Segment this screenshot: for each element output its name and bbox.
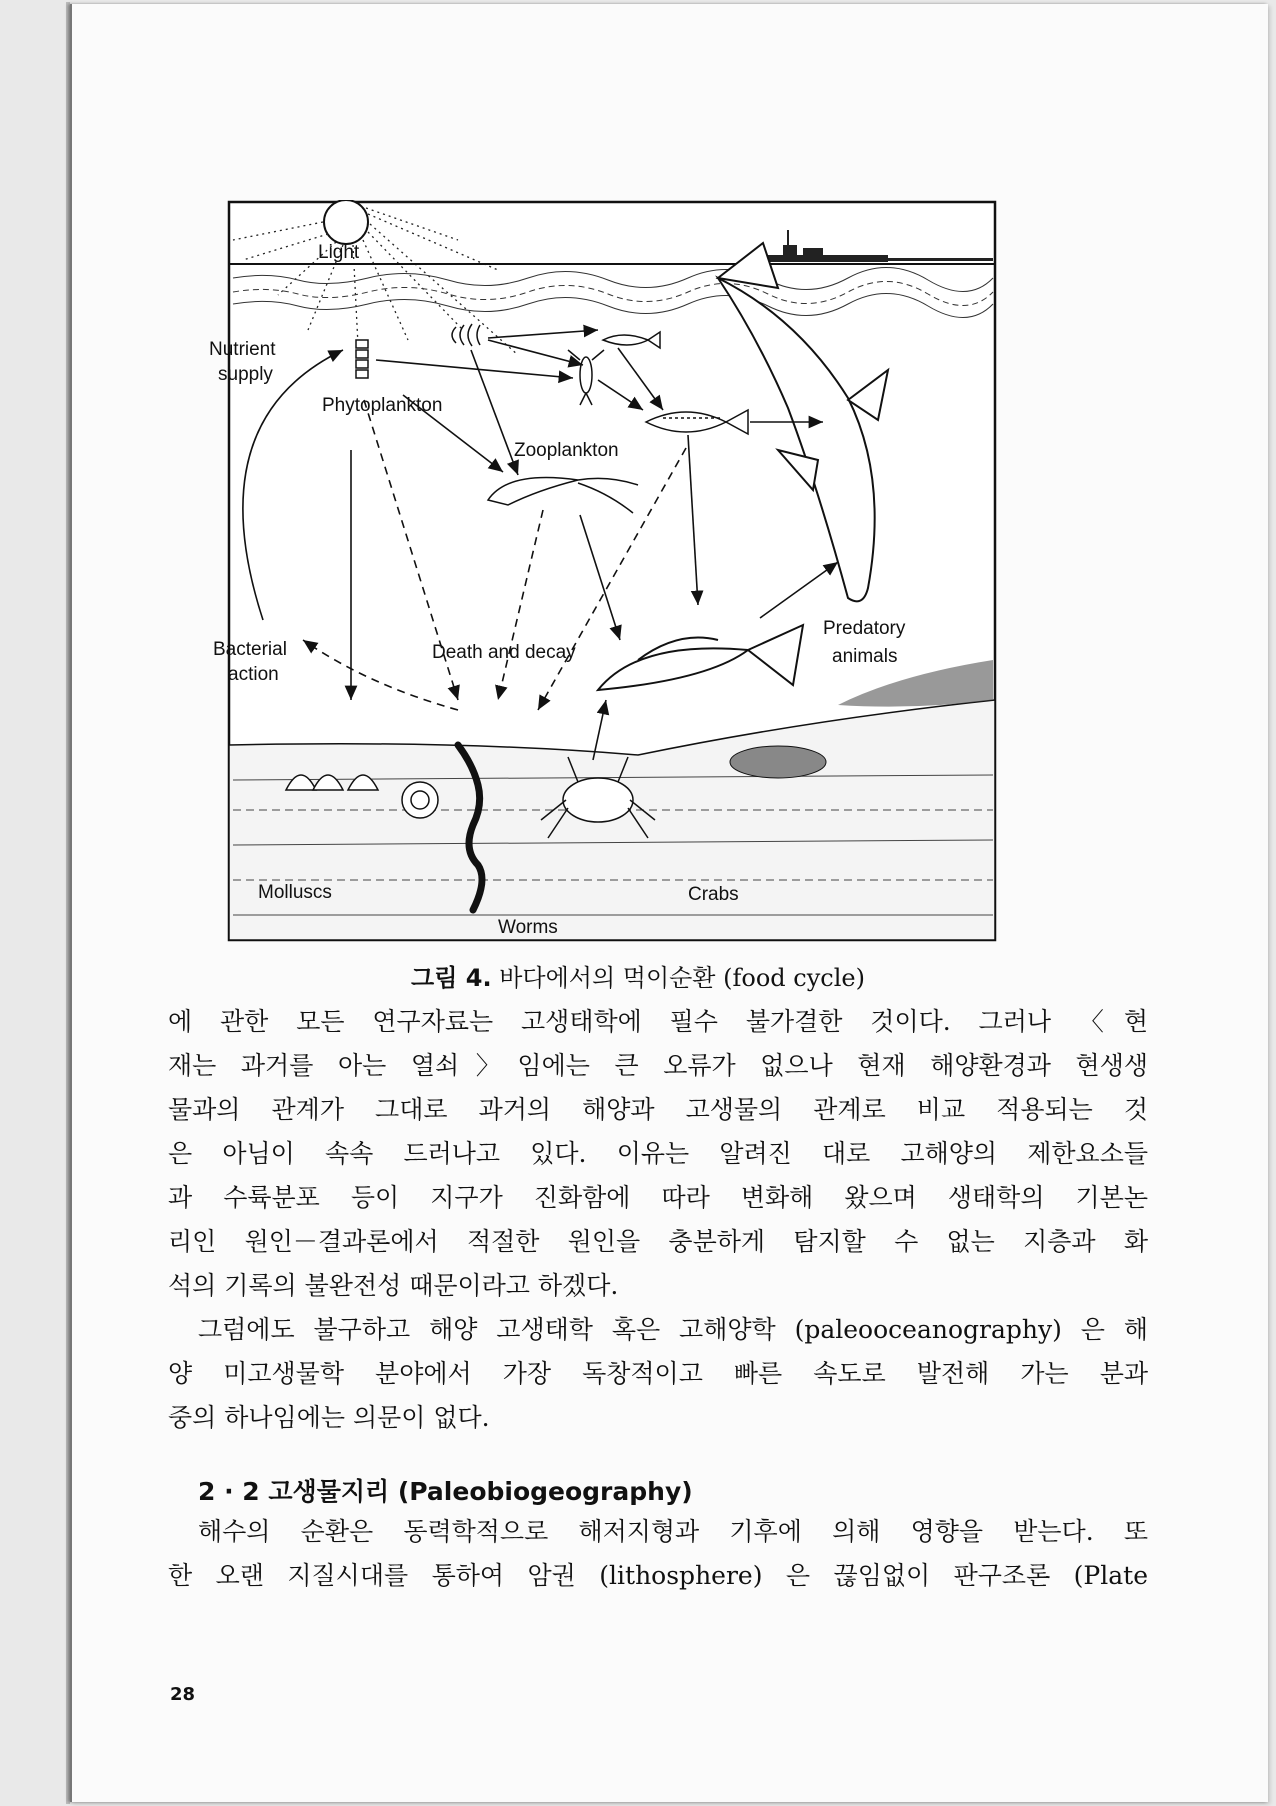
bacterial-action-label-2: action xyxy=(228,664,279,685)
text-line: 은 아님이 속속 드러나고 있다. 이유는 알려진 대로 고해양의 제한요소들 xyxy=(168,1139,1148,1168)
caption-prefix: 그림 4. xyxy=(411,964,492,992)
food-cycle-figure xyxy=(158,200,1068,945)
section-heading: 2 · 2 고생물지리 (Paleobiogeography) xyxy=(198,1477,693,1506)
phytoplankton-label: Phytoplankton xyxy=(322,395,443,416)
paragraph-1 xyxy=(168,1000,1148,1308)
bacterial-action-label-1: Bacterial xyxy=(213,639,287,660)
sun-icon xyxy=(324,200,368,244)
crabs-label: Crabs xyxy=(688,884,739,905)
nutrient-supply-label-2: supply xyxy=(218,364,273,385)
page-number: 28 xyxy=(170,1684,196,1705)
text-line: 석의 기록의 불완전성 때문이라고 하겠다. xyxy=(168,1271,619,1300)
caption-text: 바다에서의 먹이순환 (food cycle) xyxy=(491,964,865,992)
predatory-animals-label-1: Predatory xyxy=(823,618,906,639)
light-label: Light xyxy=(318,242,360,263)
text-line: 그럼에도 불구하고 해양 고생태학 혹은 고해양학 (paleooceanography) 은 해 xyxy=(198,1315,1148,1344)
death-and-decay-label: Death and decay xyxy=(432,642,576,663)
text-line: 리인 원인－결과론에서 적절한 원인을 충분하게 탐지할 수 없는 지층과 화 xyxy=(168,1227,1148,1256)
text-line: 한 오랜 지질시대를 통하여 암권 (lithosphere) 은 끊임없이 판구조론 (Plate xyxy=(168,1561,1148,1590)
text-line: 해수의 순환은 동력학적으로 해저지형과 기후에 의해 영향을 받는다. 또 xyxy=(198,1517,1148,1546)
worms-label: Worms xyxy=(498,917,558,938)
text-line: 양 미고생물학 분야에서 가장 독창적이고 빠른 속도로 발전해 가는 분과 xyxy=(168,1359,1148,1388)
text-line: 에 관한 모든 연구자료는 고생태학에 필수 불가결한 것이다. 그러나 〈현 xyxy=(168,1007,1148,1036)
zooplankton-label: Zooplankton xyxy=(514,440,619,461)
text-line: 물과의 관계가 그대로 과거의 해양과 고생물의 관계로 비교 적용되는 것 xyxy=(168,1095,1148,1124)
predatory-animals-label-2: animals xyxy=(832,646,898,667)
molluscs-label: Molluscs xyxy=(258,882,332,903)
text-line: 과 수륙분포 등이 지구가 진화함에 따라 변화해 왔으며 생태학의 기본논 xyxy=(168,1183,1148,1212)
text-line: 재는 과거를 아는 열쇠〉임에는 큰 오류가 없으나 현재 해양환경과 현생생 xyxy=(168,1051,1148,1080)
figure-caption xyxy=(0,958,1276,993)
nutrient-supply-label-1: Nutrient xyxy=(209,339,276,360)
paragraph-2 xyxy=(168,1308,1148,1440)
text-line: 중의 하나임에는 의문이 없다. xyxy=(168,1403,490,1432)
paragraph-3 xyxy=(168,1510,1148,1598)
